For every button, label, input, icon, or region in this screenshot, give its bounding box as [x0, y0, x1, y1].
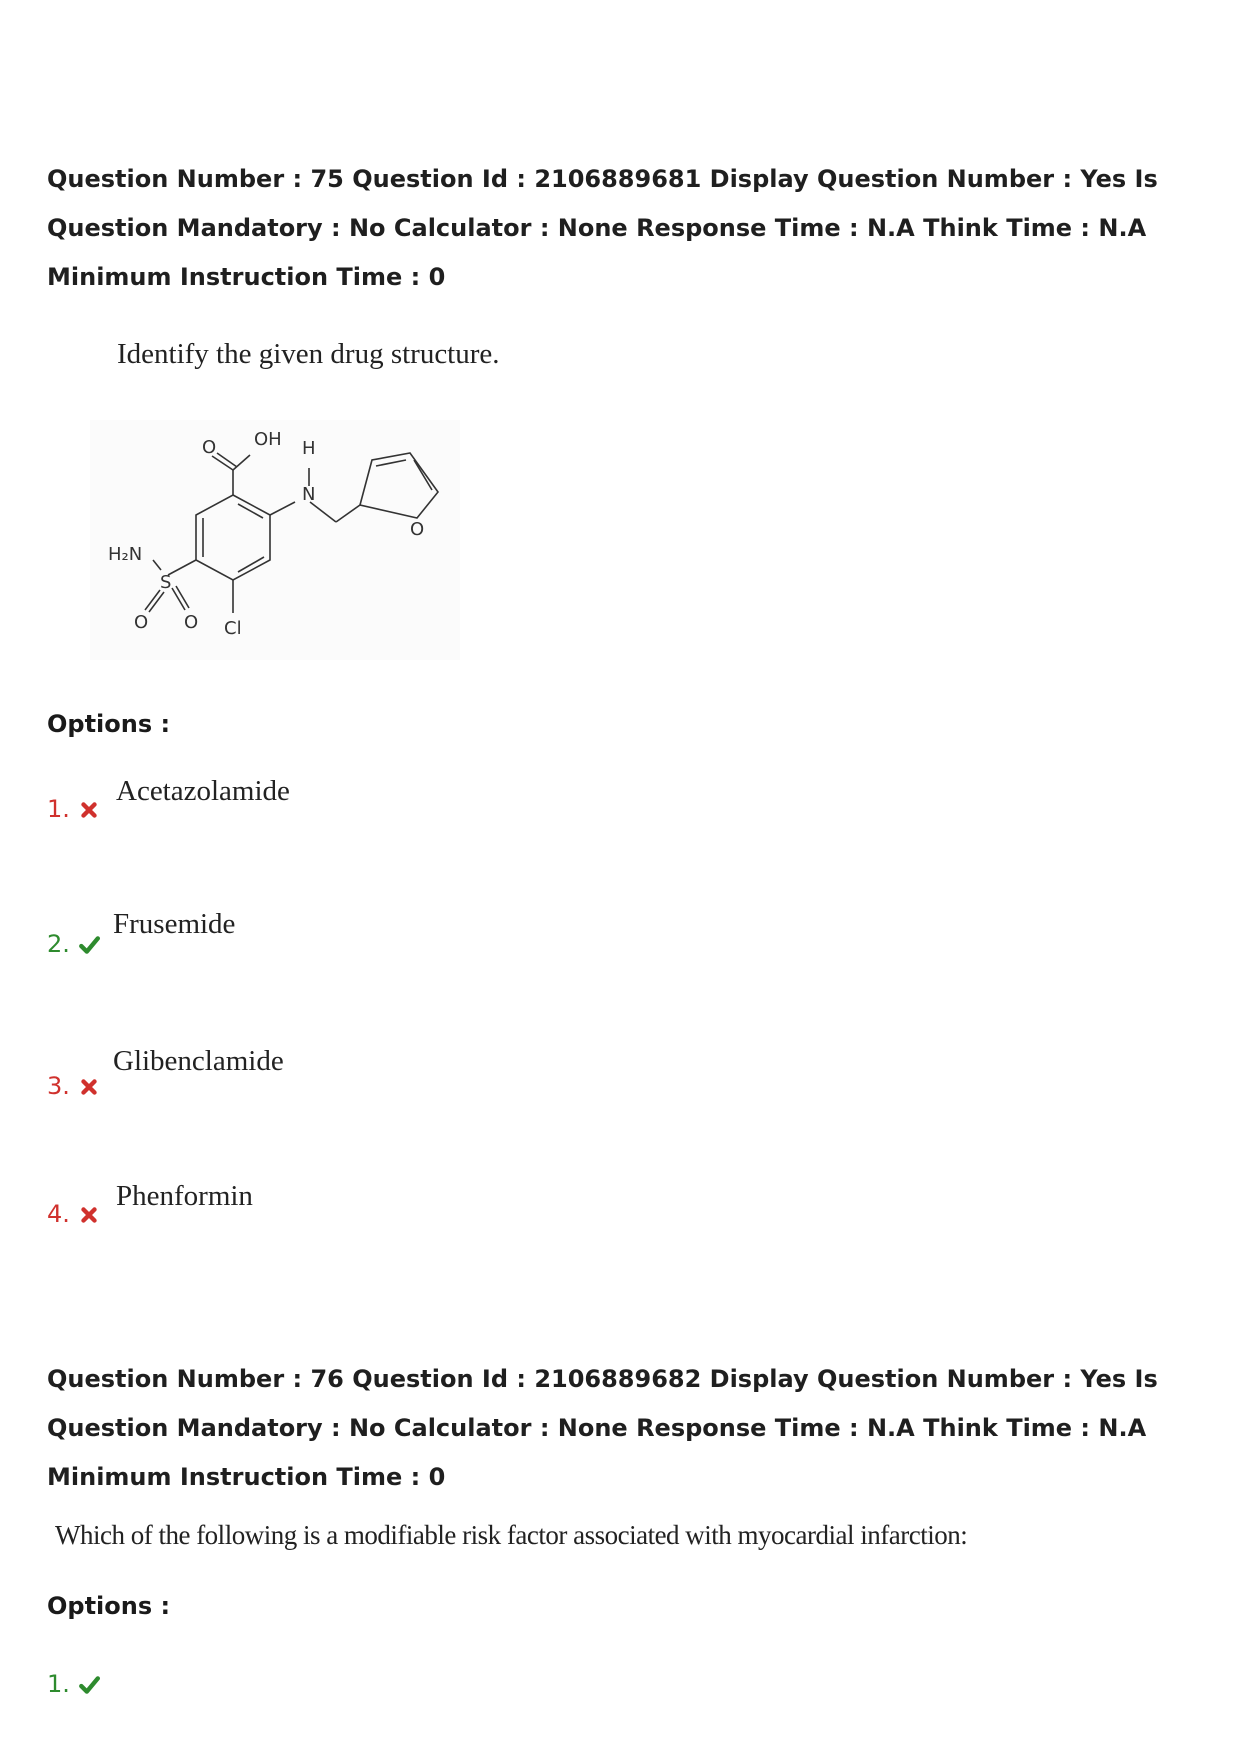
option-4-text: Phenformin: [116, 1180, 253, 1212]
label-furan-oxygen: O: [410, 519, 425, 540]
question-76-options-label: Options :: [47, 1592, 171, 1620]
option-3-text: Glibenclamide: [113, 1045, 284, 1077]
option-4-num-text: 4.: [47, 1200, 70, 1228]
option-3-number: [47, 1072, 100, 1100]
question-75-options-label: Options :: [47, 710, 171, 738]
option-2-text: Frusemide: [113, 908, 236, 940]
label-sulfonyl-oxygen-left: O: [134, 612, 149, 633]
option-4-number: [47, 1200, 100, 1228]
label-sulfonyl-oxygen-right: O: [184, 612, 199, 633]
option-2-num-text: 2.: [47, 930, 70, 958]
label-amine-nitrogen: N: [302, 484, 316, 505]
label-hydroxyl: OH: [254, 429, 282, 450]
question-76-meta: Question Number : 76 Question Id : 2106889682 Display Question Number : Yes Is Question Mandatory : No Calculator : None Response Time : N.A Think Time : N.A Minimum Instruction Time : 0: [47, 1365, 1158, 1491]
label-amino: H₂N: [108, 544, 143, 565]
cross-icon: [78, 1204, 100, 1226]
check-icon: [78, 1674, 100, 1696]
check-icon: [78, 934, 100, 956]
question-75-meta: Question Number : 75 Question Id : 2106889681 Display Question Number : Yes Is Question Mandatory : No Calculator : None Response Time : N.A Think Time : N.A Minimum Instruction Time : 0: [47, 165, 1158, 291]
cross-icon: [78, 1076, 100, 1098]
drug-structure-image: [90, 420, 460, 660]
option-1-num-text: 1.: [47, 795, 70, 823]
option-1-number: [47, 795, 100, 823]
q76-option-1-number: [47, 1670, 100, 1698]
option-3-num-text: 3.: [47, 1072, 70, 1100]
question-76-text: Which of the following is a modifiable risk factor associated with myocardial infarction:: [55, 1520, 968, 1550]
label-amine-hydrogen: H: [302, 438, 316, 459]
question-75-text: Identify the given drug structure.: [117, 338, 500, 370]
cross-icon: [78, 799, 100, 821]
label-sulfur: S: [160, 572, 172, 593]
label-carbonyl-oxygen: O: [202, 437, 217, 458]
q76-option-1-num-text: 1.: [47, 1670, 70, 1698]
label-chlorine: Cl: [224, 618, 242, 639]
option-1-text: Acetazolamide: [116, 775, 290, 807]
option-2-number: [47, 930, 100, 958]
